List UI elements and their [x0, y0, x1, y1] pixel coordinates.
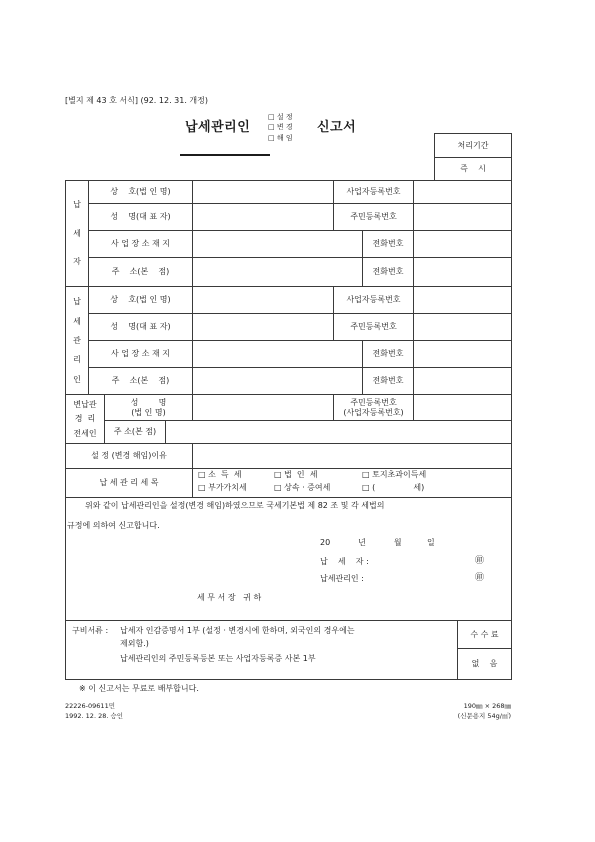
- tax-items-label: 납 세 관 리 세 목: [65, 468, 193, 498]
- tax-item-income: □ 소 득 세: [198, 470, 242, 479]
- administrator-address-value: [192, 367, 363, 395]
- administrator-group-char: 세: [73, 316, 81, 326]
- form-number: [별지 제 43 호 서식] (92. 12. 31. 개정): [65, 96, 208, 105]
- reason-label: 설 정 (변경 해임)이유: [65, 443, 193, 469]
- previous-administrator-name-value: [192, 394, 334, 421]
- paper-type: (신문용지 54g/㎡): [457, 712, 511, 720]
- previous-administrator-group-line: 경 리: [74, 414, 96, 424]
- administrator-trade-name-value: [192, 286, 334, 314]
- title-option-dismiss: □ 해 임: [268, 134, 293, 142]
- administrator-group-label: [65, 286, 89, 395]
- attachment-line: 납세자 인감증명서 1부 (설정 · 변경시에 한하며, 외국인의 경우에는: [120, 626, 355, 635]
- tax-item-inheritance-gift: □ 상속 · 증여세: [274, 483, 331, 492]
- previous-administrator-id-label-line: 주민등록번호: [350, 398, 397, 408]
- taxpayer-business-location-value: [192, 230, 363, 258]
- previous-administrator-id-value: [413, 394, 512, 421]
- tax-item-vat: □ 부가가치세: [198, 483, 247, 492]
- administrator-address-phone-value: [413, 367, 512, 395]
- administrator-group-char: 리: [73, 355, 81, 365]
- declaration-date: 20 년 월 일: [320, 538, 435, 547]
- taxpayer-trade-name-label: 상 호(법 인 명): [88, 180, 193, 204]
- administrator-group-char: 납: [73, 297, 81, 307]
- taxpayer-group-label: [65, 180, 89, 287]
- fee-label: 수 수 료: [457, 620, 512, 649]
- declaration-line-2: 규정에 의하여 신고합니다.: [67, 521, 160, 530]
- taxpayer-resident-number-label: 주민등록번호: [333, 203, 414, 231]
- declaration-addressee: 세 무 서 장 귀 하: [197, 593, 262, 602]
- taxpayer-address-phone-value: [413, 257, 512, 287]
- administrator-trade-name-label: 상 호(법 인 명): [88, 286, 193, 314]
- attachments-label: 구비서류 :: [72, 626, 109, 635]
- free-distribution-note: ※ 이 신고서는 무료로 배부합니다.: [79, 684, 199, 693]
- fee-value: 없 음: [457, 648, 512, 680]
- administrator-resident-number-value: [413, 313, 512, 341]
- previous-administrator-id-label-line: (사업자등록번호): [343, 407, 404, 417]
- processing-period-value: 즉 시: [434, 157, 512, 181]
- administrator-business-phone-label: 전화번호: [362, 340, 414, 368]
- administrator-address-label: 주 소(본 점): [88, 367, 193, 395]
- previous-administrator-group-line: 변납관: [73, 400, 97, 410]
- administrator-group-char: 관: [73, 335, 81, 345]
- administrator-business-phone-value: [413, 340, 512, 368]
- title-option-change: □ 변 경: [268, 123, 293, 131]
- taxpayer-group-char: 자: [73, 257, 81, 267]
- taxpayer-address-value: [192, 257, 363, 287]
- taxpayer-resident-number-value: [413, 203, 512, 231]
- title-option-appoint: □ 설 정: [268, 113, 293, 121]
- taxpayer-business-phone-label: 전화번호: [362, 230, 414, 258]
- taxpayer-business-number-value: [413, 180, 512, 204]
- previous-administrator-name-label: [104, 394, 193, 421]
- previous-administrator-address-label: 주 소(본 점): [104, 420, 166, 444]
- administrator-group-char: 인: [73, 374, 81, 384]
- administrator-seal-mark: ㊞: [475, 573, 485, 583]
- taxpayer-group-char: 세: [73, 228, 81, 238]
- form-title-suffix: 신고서: [317, 120, 357, 135]
- administrator-representative-label: 성 명(대 표 자): [88, 313, 193, 341]
- tax-item-land-excess-gain: □ 토지초과이득세: [362, 470, 427, 479]
- taxpayer-sign-label: 납 세 자 :: [320, 557, 369, 566]
- taxpayer-business-location-label: 사 업 장 소 재 지: [88, 230, 193, 258]
- administrator-resident-number-label: 주민등록번호: [333, 313, 414, 341]
- administrator-business-location-value: [192, 340, 363, 368]
- previous-administrator-name-label-line: (법 인 명): [131, 407, 166, 417]
- administrator-sign-label: 납세관리인 :: [320, 574, 364, 583]
- previous-administrator-group-line: 전세인: [73, 428, 97, 438]
- taxpayer-business-phone-value: [413, 230, 512, 258]
- form-code: 22226-09611민: [65, 702, 115, 710]
- declaration-line-1: 위와 같이 납세관리인을 설정(변경 해임)하였으므로 국세기본법 제 82 조 및 각 세법의: [85, 501, 385, 510]
- administrator-address-phone-label: 전화번호: [362, 367, 414, 395]
- administrator-business-number-label: 사업자등록번호: [333, 286, 414, 314]
- tax-item-other: □ ( 세): [362, 483, 425, 492]
- taxpayer-trade-name-value: [192, 180, 334, 204]
- administrator-business-location-label: 사 업 장 소 재 지: [88, 340, 193, 368]
- previous-administrator-group-label: [65, 394, 105, 444]
- processing-period-label: 처리기간: [434, 133, 512, 158]
- tax-item-corporate: □ 법 인 세: [274, 470, 318, 479]
- title-underline: [180, 154, 270, 156]
- taxpayer-address-label: 주 소(본 점): [88, 257, 193, 287]
- taxpayer-business-number-label: 사업자등록번호: [333, 180, 414, 204]
- taxpayer-group-char: 납: [73, 200, 81, 210]
- paper-size: 190㎜ × 268㎜: [463, 702, 511, 710]
- attachment-line: 납세관리인의 주민등록등본 또는 사업자등록증 사본 1부: [120, 654, 316, 663]
- taxpayer-seal-mark: ㊞: [475, 556, 485, 566]
- approval-date: 1992. 12. 28. 승인: [65, 712, 124, 720]
- administrator-representative-value: [192, 313, 334, 341]
- reason-value: [192, 443, 512, 469]
- previous-administrator-id-label: [333, 394, 414, 421]
- taxpayer-address-phone-label: 전화번호: [362, 257, 414, 287]
- form-title-main: 납세관리인: [185, 120, 251, 135]
- previous-administrator-address-value: [165, 420, 512, 444]
- taxpayer-representative-label: 성 명(대 표 자): [88, 203, 193, 231]
- administrator-business-number-value: [413, 286, 512, 314]
- attachment-line: 제외함.): [120, 639, 149, 648]
- taxpayer-representative-value: [192, 203, 334, 231]
- previous-administrator-name-label-line: 성 명: [130, 398, 167, 408]
- declaration-box: [65, 497, 512, 621]
